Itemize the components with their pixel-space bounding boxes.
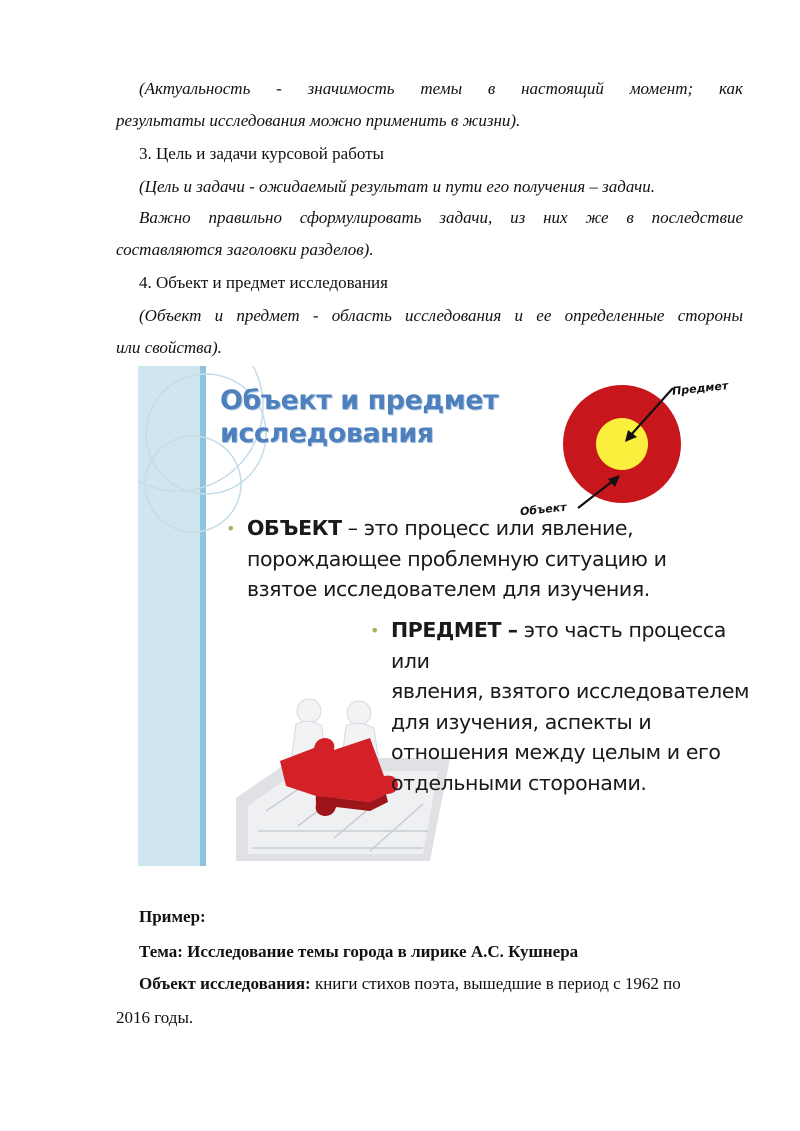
subject-definition [391, 615, 750, 798]
object-note-line-2: или свойства). [116, 338, 222, 357]
subject-def-line-3: для изучения, аспекты и [391, 709, 652, 734]
tasks-note-line-1: Важно правильно сформулировать задачи, из них же в последствие [139, 208, 743, 227]
subject-def-line-4: отношения между целым и его [391, 740, 721, 764]
object-def-line-2: порождающее проблемную ситуацию и [247, 546, 667, 571]
subject-term: ПРЕДМЕТ [391, 618, 502, 642]
subject-def-line-1: это часть процесса или [391, 618, 726, 673]
object-def-line-1: – это процесс или явление, [341, 516, 634, 540]
example-object-label: Объект исследования: [139, 974, 311, 993]
list-item-3: 3. Цель и задачи курсовой работы [139, 144, 384, 163]
object-term: ОБЪЕКТ [247, 516, 342, 540]
subject-dash: – [501, 618, 518, 642]
example-object-line-1 [139, 973, 681, 995]
slide-title [220, 384, 498, 450]
slide-image [138, 366, 750, 866]
tasks-note-line-2: составляются заголовки разделов). [116, 240, 374, 259]
slide-title-line-1: Объект и предмет [220, 385, 499, 416]
relevance-note-line-1: (Актуальность - значимость темы в настоящий момент; как [139, 79, 743, 98]
relevance-note-line-2: результаты исследования можно применить в жизни). [116, 111, 521, 130]
example-object-line-2: 2016 годы. [116, 1008, 194, 1027]
target-label-object: Объект [519, 500, 568, 519]
target-icon [563, 385, 681, 503]
goal-note: (Цель и задачи - ожидаемый результат и пути его получения – задачи. [139, 177, 655, 196]
example-heading: Пример: [139, 907, 206, 926]
bullet-subject: • [370, 621, 380, 640]
example-topic: Тема: Исследование темы города в лирике А.С. Кушнера [139, 942, 579, 961]
object-definition [247, 513, 667, 605]
bullet-object: • [226, 519, 236, 538]
example-object-text: книги стихов поэта, вышедшие в период с 1962 по [310, 974, 681, 993]
slide-title-line-2: исследования [220, 418, 434, 449]
object-note-line-1: (Объект и предмет - область исследования и ее определенные стороны [139, 306, 743, 325]
list-item-4: 4. Объект и предмет исследования [139, 273, 388, 292]
target-label-subject: Предмет [671, 379, 729, 398]
subject-def-line-2: явления, взятого исследователем [391, 679, 750, 703]
object-def-line-3: взятое исследователем для изучения. [247, 577, 650, 601]
subject-def-line-5: отдельными сторонами. [391, 770, 647, 795]
